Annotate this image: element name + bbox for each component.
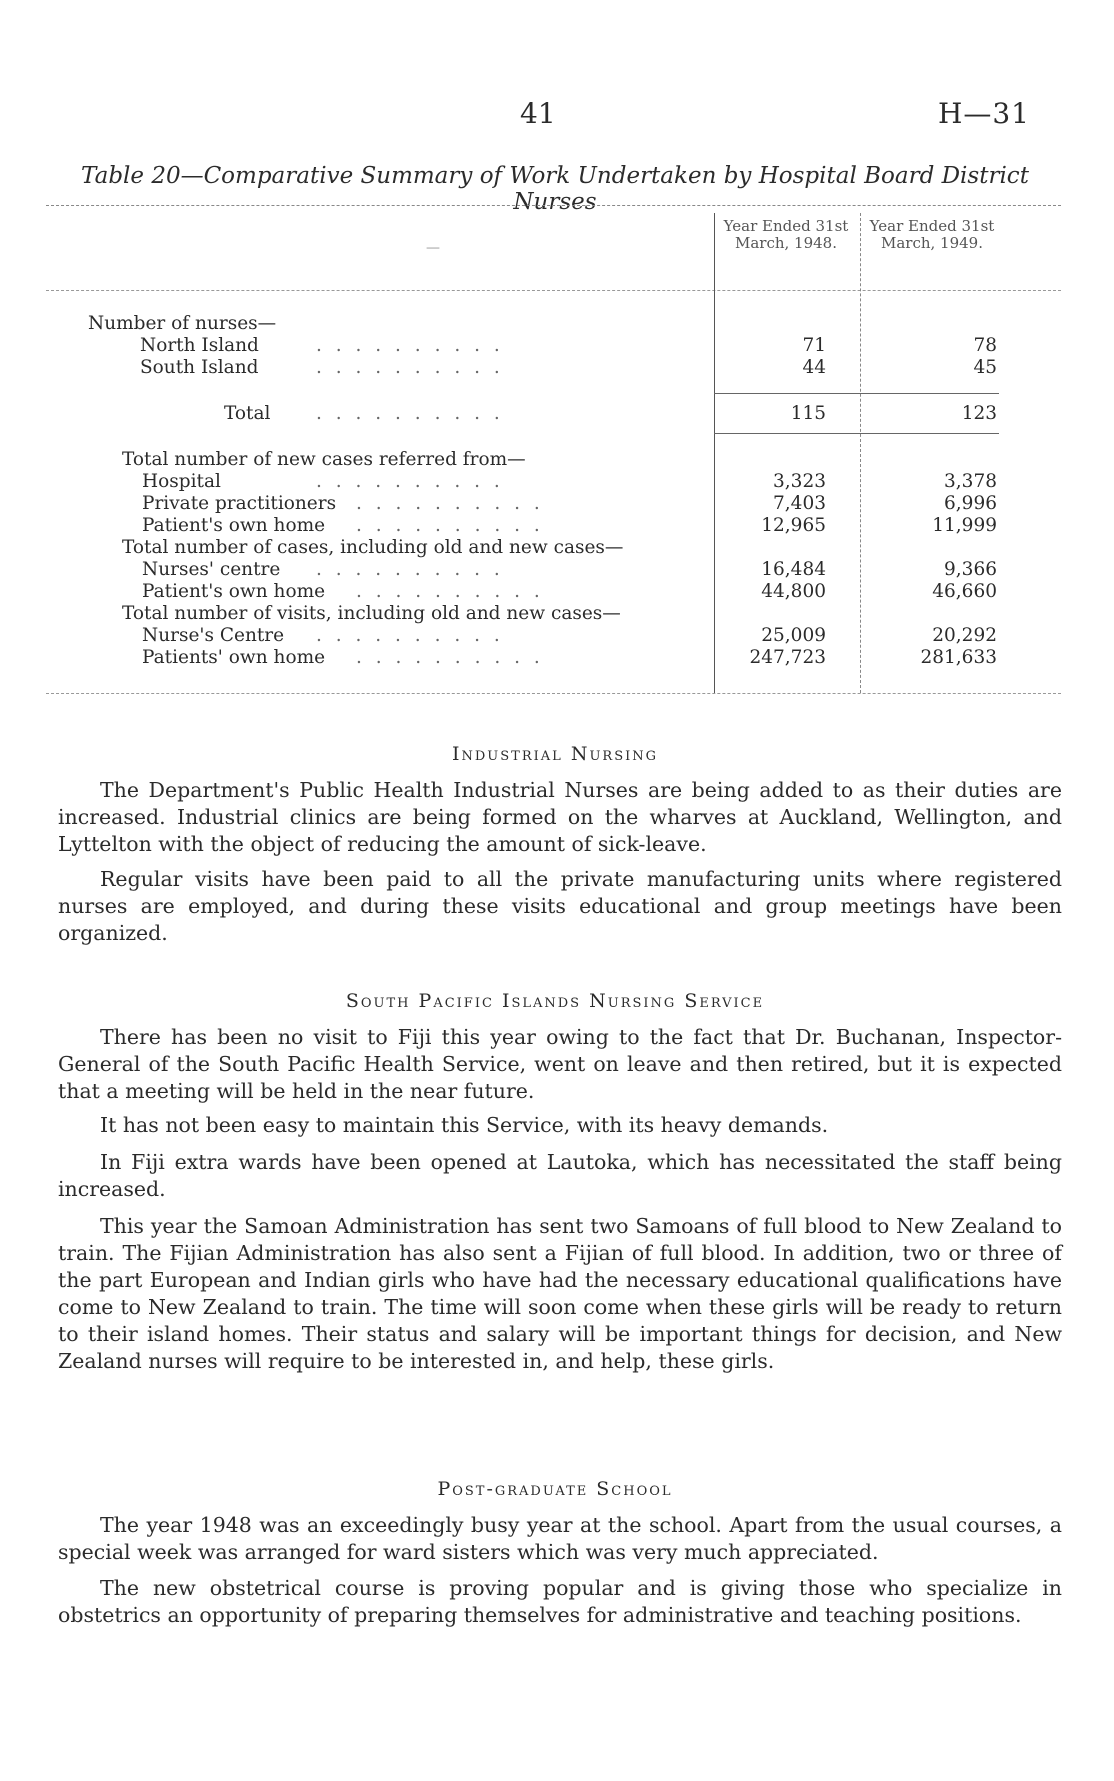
table-row (46, 602, 1061, 626)
section-heading-industrial-nursing: Industrial Nursing (452, 743, 658, 765)
value-1948: 247,723 (749, 647, 826, 668)
table-row (46, 470, 1061, 494)
paragraph: The new obstetrical course is proving popular and is giving those who specialize in obstetrics an opportunity of preparing themselves for administrative and teaching positions. (58, 1576, 1062, 1627)
blank-header: — (426, 240, 440, 256)
summary-table (46, 205, 1061, 697)
table-bottom-rule (46, 693, 1061, 694)
leader-dots: . . . . . . . . . . (316, 625, 504, 646)
value-1948: 7,403 (773, 493, 826, 514)
row-label: Total number of new cases referred from— (122, 449, 526, 470)
page-header (0, 97, 1114, 137)
row-label: North Island (140, 335, 259, 356)
value-1949: 78 (973, 335, 997, 356)
table-row (46, 492, 1061, 516)
value-1948: 25,009 (761, 625, 826, 646)
value-1949: 123 (961, 403, 997, 424)
table-top-rule (46, 205, 1061, 206)
table-header-rule (46, 290, 1061, 291)
row-label: Patients' own home (142, 647, 326, 668)
table-row (46, 312, 1061, 336)
value-1948: 16,484 (761, 559, 826, 580)
paragraph: The year 1948 was an exceedingly busy year at the school. Apart from the usual courses, a special week was arranged for ward sisters which was very much appreciated. (58, 1513, 1062, 1564)
column-header-1949: Year Ended 31st March, 1949. (869, 217, 995, 252)
leader-dots: . . . . . . . . . . (316, 335, 504, 356)
row-label: Patient's own home (142, 515, 326, 536)
row-label: Total (224, 403, 271, 424)
paragraph: There has been no visit to Fiji this year owing to the fact that Dr. Buchanan, Inspector-General of the South Pacific Health Service, went on leave and then retired, but it is expected that a meeting will be held in the near future. (58, 1025, 1062, 1103)
table-row (46, 558, 1061, 582)
table-row (46, 536, 1061, 560)
paragraph: The Department's Public Health Industrial Nurses are being added to as their duties are increased. Industrial clinics are being formed on the wharves at Auckland, Wellington, and Lyttelton with the object of reducing the amount of sick-leave. (58, 778, 1062, 856)
leader-dots: . . . . . . . . . . (356, 493, 544, 514)
column-header-1948: Year Ended 31st March, 1948. (723, 217, 849, 252)
section-heading-post-graduate-school: Post-graduate School (437, 1478, 673, 1500)
value-1949: 9,366 (944, 559, 997, 580)
table-row-total (46, 402, 1061, 426)
table-row (46, 624, 1061, 648)
leader-dots: . . . . . . . . . . (356, 581, 544, 602)
row-label: Nurses' centre (142, 559, 281, 580)
row-label: Total number of cases, including old and new cases— (122, 537, 624, 558)
value-1949: 11,999 (932, 515, 997, 536)
paragraph: It has not been easy to maintain this Service, with its heavy demands. (100, 1113, 829, 1137)
value-1949: 46,660 (932, 581, 997, 602)
value-1948: 44 (802, 357, 826, 378)
leader-dots: . . . . . . . . . . (316, 403, 504, 424)
leader-dots: . . . . . . . . . . (356, 515, 544, 536)
page-number: 41 (520, 97, 556, 130)
paragraph: In Fiji extra wards have been opened at Lautoka, which has necessitated the staff being increased. (58, 1150, 1062, 1201)
value-1949: 3,378 (944, 471, 997, 492)
value-1949: 20,292 (932, 625, 997, 646)
table-row (46, 580, 1061, 604)
leader-dots: . . . . . . . . . . (356, 647, 544, 668)
row-label: Patient's own home (142, 581, 326, 602)
row-label: Nurse's Centre (142, 625, 285, 646)
leader-dots: . . . . . . . . . . (316, 357, 504, 378)
table-row (46, 514, 1061, 538)
leader-dots: . . . . . . . . . . (316, 471, 504, 492)
value-1948: 115 (790, 403, 826, 424)
value-1949: 6,996 (944, 493, 997, 514)
row-label: Total number of visits, including old and new cases— (122, 603, 621, 624)
paragraph: Regular visits have been paid to all the private manufacturing units where registered nurses are employed, and during these visits educational and group meetings have been organized. (58, 867, 1062, 945)
row-label: South Island (140, 357, 259, 378)
total-rule (714, 393, 999, 394)
row-label: Private practitioners (142, 493, 337, 514)
table-row (46, 646, 1061, 670)
value-1948: 71 (802, 335, 826, 356)
section-heading-south-pacific: South Pacific Islands Nursing Service (345, 990, 765, 1012)
table-row (46, 448, 1061, 472)
value-1949: 281,633 (920, 647, 997, 668)
value-1948: 44,800 (761, 581, 826, 602)
row-label: Hospital (142, 471, 221, 492)
leader-dots: . . . . . . . . . . (316, 559, 504, 580)
total-rule (714, 433, 999, 434)
value-1948: 12,965 (761, 515, 826, 536)
row-label: Number of nurses— (88, 313, 277, 334)
paragraph: This year the Samoan Administration has sent two Samoans of full blood to New Zealand to train. The Fijian Administration has also sent a Fijian of full blood. In addition, two or three of the part European and Indian girls who have had the necessary educational qualifications have come to New Zealand to train. The time will soon come when these girls will be ready to return to their island homes. Their status and salary will be important things for decision, and New Zealand nurses will require to be interested in, and help, these girls. (58, 1214, 1062, 1373)
value-1948: 3,323 (773, 471, 826, 492)
table-row (46, 356, 1061, 380)
page-code: H—31 (937, 97, 1030, 130)
value-1949: 45 (973, 357, 997, 378)
table-row (46, 334, 1061, 358)
table-title: Table 20—Comparative Summary of Work Undertaken by Hospital Board District Nurses (81, 163, 1029, 215)
